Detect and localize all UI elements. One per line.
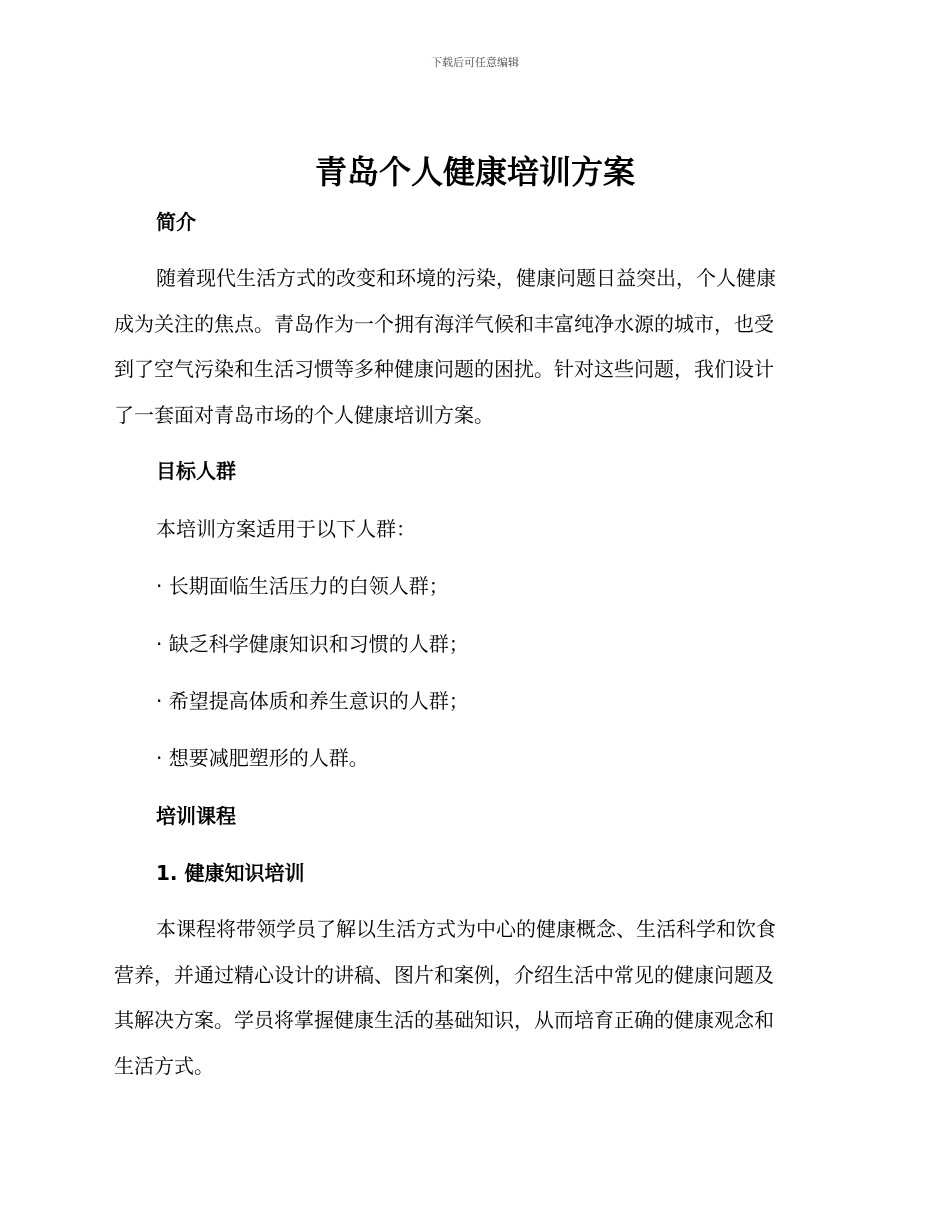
course1-line: 营养，并通过精心设计的讲稿、图片和案例，介绍生活中常见的健康问题及 [114, 962, 774, 987]
intro-line: 到了空气污染和生活习惯等多种健康问题的困扰。针对这些问题，我们设计 [114, 357, 774, 381]
intro-paragraph [114, 256, 834, 438]
target-list-item: · 希望提高体质和养生意识的人群； [156, 689, 469, 713]
subsection-heading-course1: 1. 健康知识培训 [156, 861, 305, 885]
section-heading-intro: 简介 [156, 210, 196, 234]
course1-line: 本课程将带领学员了解以生活方式为中心的健康概念、生活科学和饮食 [156, 917, 776, 941]
course1-paragraph [114, 907, 834, 1089]
target-list-item: · 长期面临生活压力的白领人群； [156, 574, 449, 598]
target-intro: 本培训方案适用于以下人群： [156, 517, 416, 541]
section-heading-course: 培训课程 [156, 804, 236, 828]
course1-line: 生活方式。 [114, 1053, 214, 1078]
intro-line: 成为关注的焦点。青岛作为一个拥有海洋气候和丰富纯净水源的城市，也受 [114, 311, 774, 336]
target-list-item: · 缺乏科学健康知识和习惯的人群； [156, 632, 469, 656]
intro-line: 随着现代生活方式的改变和环境的污染，健康问题日益突出，个人健康 [156, 266, 776, 290]
document-title: 青岛个人健康培训方案 [314, 153, 635, 191]
section-heading-target: 目标人群 [156, 459, 236, 483]
target-list-item: · 想要减肥塑形的人群。 [156, 746, 369, 770]
course1-line: 其解决方案。学员将掌握健康生活的基础知识，从而培育正确的健康观念和 [114, 1008, 774, 1032]
intro-line: 了一套面对青岛市场的个人健康培训方案。 [114, 402, 494, 427]
header-note: 下载后可任意编辑 [431, 56, 519, 69]
